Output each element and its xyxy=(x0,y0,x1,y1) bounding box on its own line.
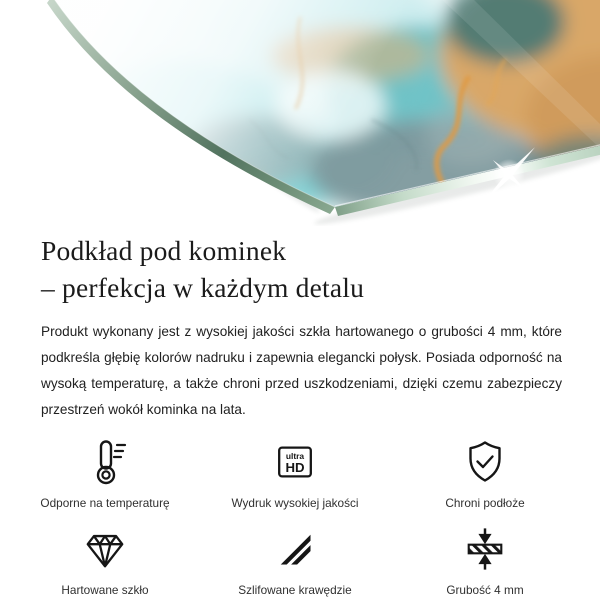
feature-temperature-resistant xyxy=(10,437,200,510)
thermometer-icon xyxy=(81,437,129,487)
feature-thickness xyxy=(390,524,580,597)
feature-print-quality xyxy=(200,437,390,510)
hd-label: HD xyxy=(285,460,305,476)
feature-label: Odporne na temperaturę xyxy=(40,496,170,510)
feature-protects-floor xyxy=(390,437,580,510)
thickness-icon xyxy=(462,524,508,574)
features-grid xyxy=(10,437,585,597)
title-line-1: Podkład pod kominek xyxy=(41,235,287,266)
feature-polished-edges xyxy=(200,524,390,597)
feature-label: Szlifowane krawędzie xyxy=(238,583,352,597)
feature-label: Wydruk wysokiej jakości xyxy=(231,496,359,510)
diamond-icon xyxy=(82,524,128,574)
section-title xyxy=(41,232,562,306)
shield-check-icon xyxy=(461,437,509,487)
ultra-label: ultra xyxy=(285,451,305,462)
polished-edges-icon xyxy=(273,524,317,574)
glass-panel-image xyxy=(0,0,600,226)
feature-tempered-glass xyxy=(10,524,200,597)
marble-print-artwork xyxy=(40,0,600,226)
ultra-hd-icon xyxy=(272,437,318,487)
feature-label: Chroni podłoże xyxy=(445,496,525,510)
title-line-2: – perfekcja w każdym detalu xyxy=(41,272,365,303)
product-image xyxy=(0,0,600,226)
feature-label: Hartowane szkło xyxy=(61,583,149,597)
feature-label: Grubość 4 mm xyxy=(446,583,524,597)
product-description: Produkt wykonany jest z wysokiej jakości szkła hartowanego o grubości 4 mm, które podkreśla głębię kolorów nadruku i zapewnia elegancki połysk. Posiada odporność na wysoką temperaturę, a także chroni przed uszkodzeniami, dzięki czemu zabezpieczy przestrzeń wokół kominka na lata. xyxy=(41,324,562,417)
